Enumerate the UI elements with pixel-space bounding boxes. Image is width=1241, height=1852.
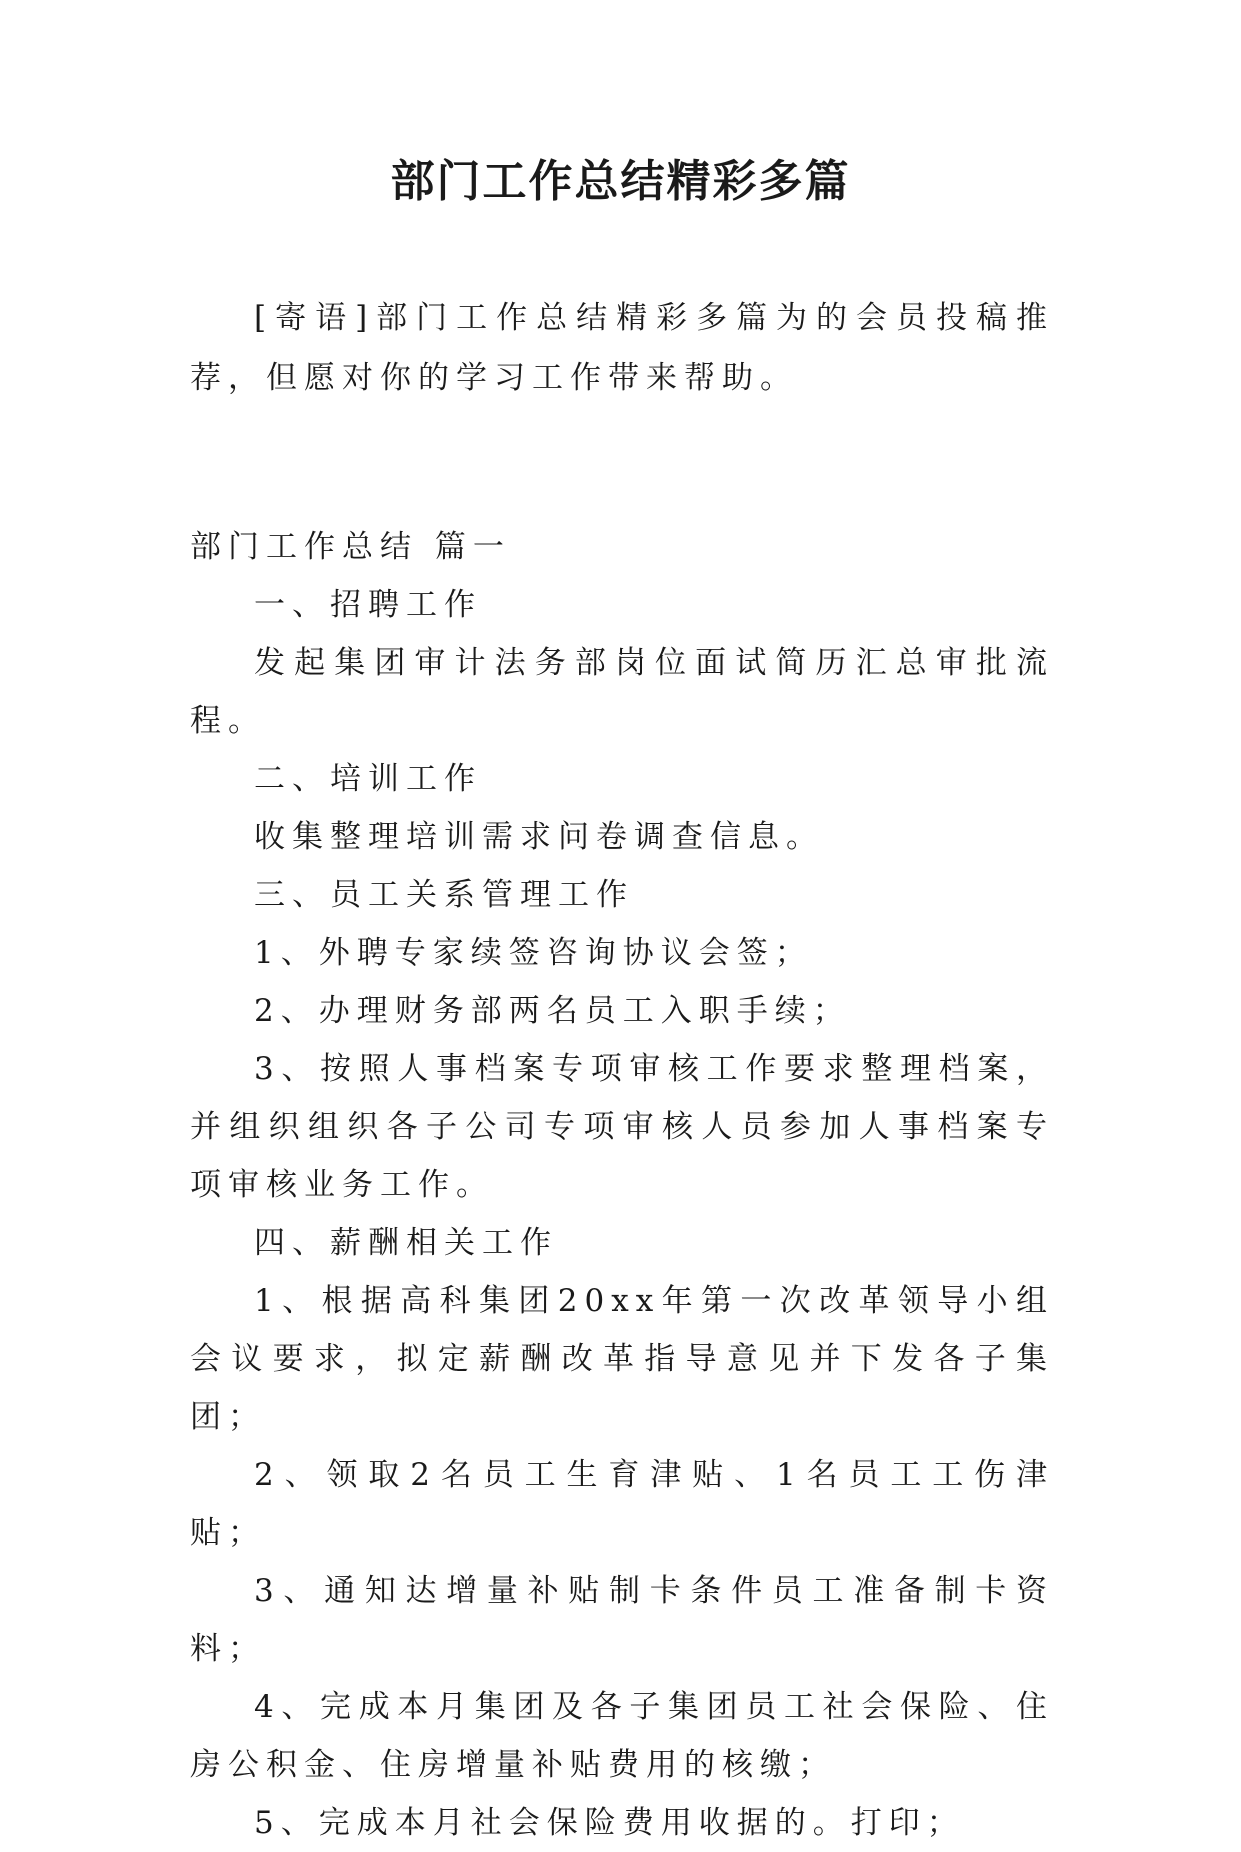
list-item: 3、通知达增量补贴制卡条件员工准备制卡资料； bbox=[190, 1573, 1054, 1667]
paragraph-recruitment: 发起集团审计法务部岗位面试简历汇总审批流程。 bbox=[190, 645, 1054, 739]
heading-recruitment: 一、招聘工作 bbox=[254, 587, 482, 623]
document-title: 部门工作总结精彩多篇 bbox=[390, 156, 851, 207]
list-item: 5、完成本月社会保险费用收据的。打印； bbox=[254, 1805, 965, 1841]
list-item: 3、按照人事档案专项审核工作要求整理档案，并组织组织各子公司专项审核人员参加人事档案专项审核业务工作。 bbox=[190, 1051, 1054, 1203]
document-body bbox=[190, 288, 1054, 1852]
paragraph-training: 收集整理培训需求问卷调查信息。 bbox=[254, 819, 824, 855]
heading-employee-relations: 三、员工关系管理工作 bbox=[254, 877, 634, 913]
list-item: 1、外聘专家续签咨询协议会签； bbox=[254, 935, 813, 971]
section-heading: 部门工作总结 篇一 bbox=[190, 529, 511, 565]
heading-compensation: 四、薪酬相关工作 bbox=[254, 1225, 558, 1261]
list-item: 1、根据高科集团20xx年第一次改革领导小组会议要求，拟定薪酬改革指导意见并下发各子集团； bbox=[190, 1283, 1054, 1435]
section-spacer bbox=[190, 408, 1054, 518]
list-item: 4、完成本月集团及各子集团员工社会保险、住房公积金、住房增量补贴费用的核缴； bbox=[190, 1689, 1054, 1783]
list-item: 2、办理财务部两名员工入职手续； bbox=[254, 993, 851, 1029]
list-item: 2、领取2名员工生育津贴、1名员工工伤津贴； bbox=[190, 1457, 1054, 1551]
heading-training: 二、培训工作 bbox=[254, 761, 482, 797]
intro-paragraph: [寄语]部门工作总结精彩多篇为的会员投稿推荐，但愿对你的学习工作带来帮助。 bbox=[190, 300, 1054, 396]
